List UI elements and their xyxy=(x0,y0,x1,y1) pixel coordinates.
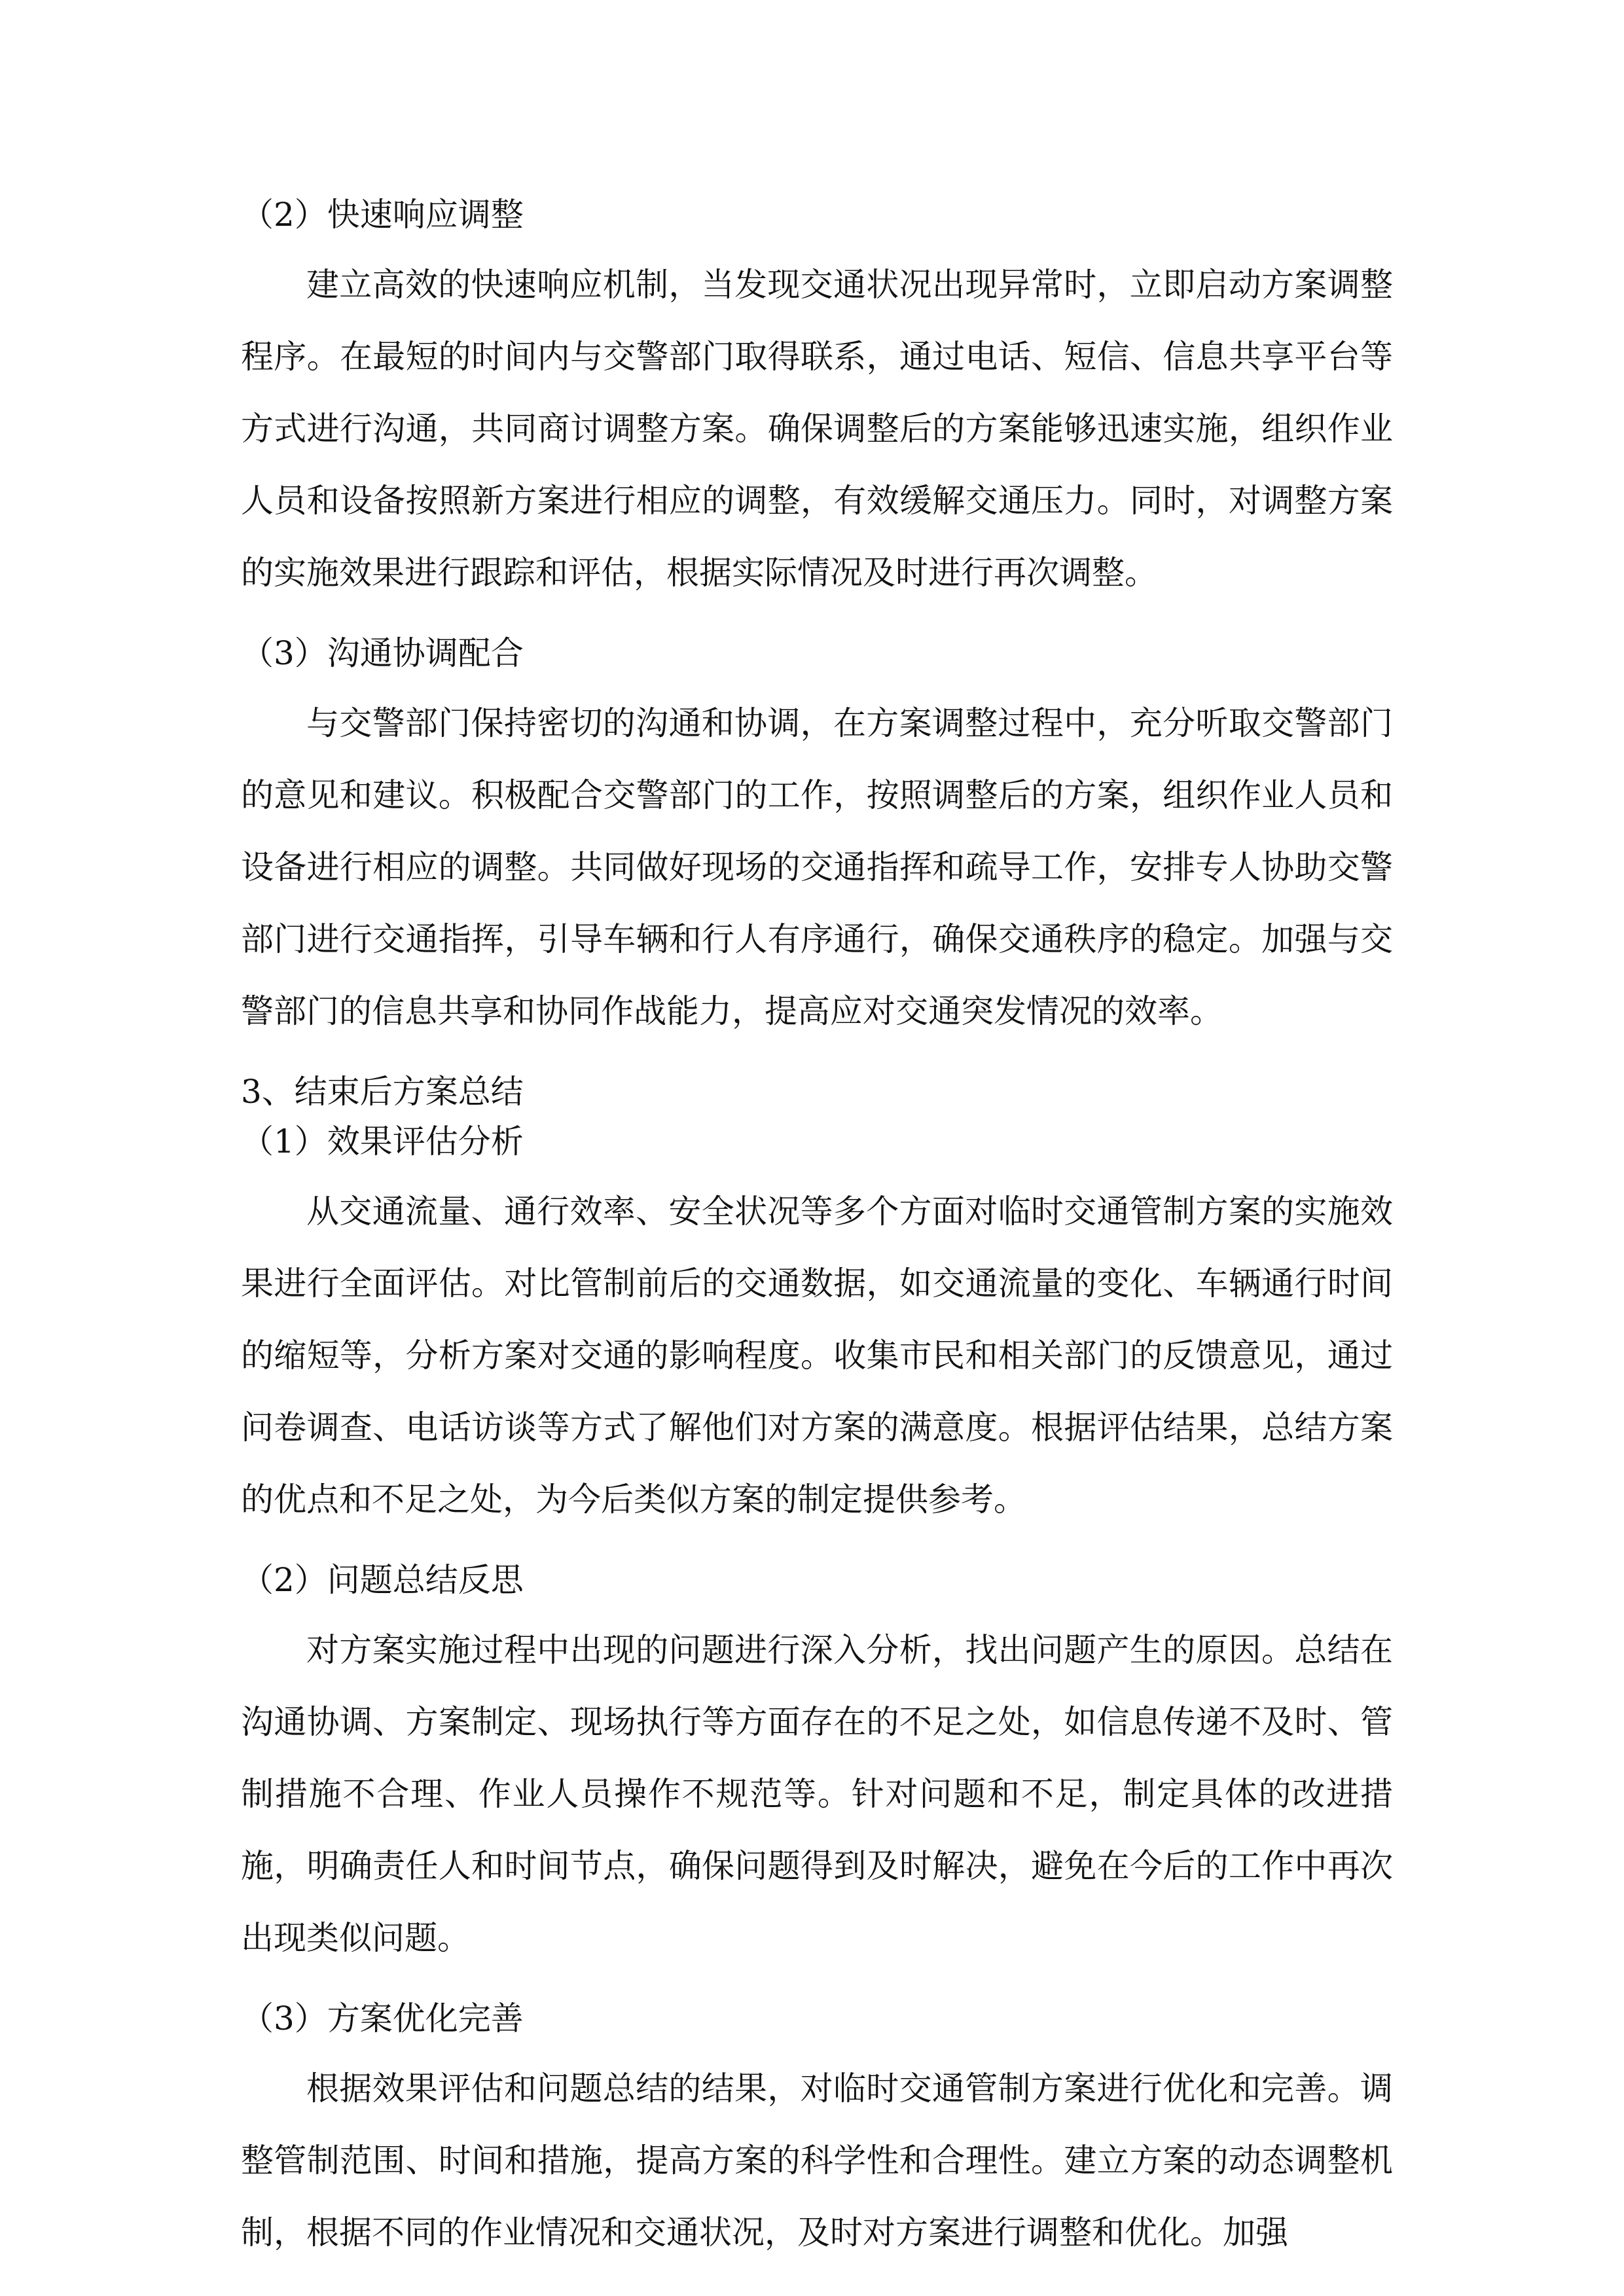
section-paragraph: 与交警部门保持密切的沟通和协调，在方案调整过程中，充分听取交警部门的意见和建议。积极配合交警部门的工作，按照调整后的方案，组织作业人员和设备进行相应的调整。共同做好现场的交通指挥和疏导工作，安排专人协助交警部门进行交通指挥，引导车辆和行人有序通行，确保交通秩序的稳定。加强与交警部门的信息共享和协同作战能力，提高应对交通突发情况的效率。 xyxy=(241,704,1393,1030)
section-paragraph: 从交通流量、通行效率、安全状况等多个方面对临时交通管制方案的实施效果进行全面评估。对比管制前后的交通数据，如交通流量的变化、车辆通行时间的缩短等，分析方案对交通的影响程度。收集市民和相关部门的反馈意见，通过问卷调查、电话访谈等方式了解他们对方案的满意度。根据评估结果，总结方案的优点和不足之处，为今后类似方案的制定提供参考。 xyxy=(241,1193,1393,1518)
section-optimization xyxy=(241,1994,1393,2269)
section-heading: （3）沟通协调配合 xyxy=(241,634,524,672)
section-heading: （1）效果评估分析 xyxy=(241,1122,524,1160)
section-paragraph: 建立高效的快速响应机制，当发现交通状况出现异常时，立即启动方案调整程序。在最短的时间内与交警部门取得联系，通过电话、短信、信息共享平台等方式进行沟通，共同商讨调整方案。确保调整后的方案能够迅速实施，组织作业人员和设备按照新方案进行相应的调整，有效缓解交通压力。同时，对调整方案的实施效果进行跟踪和评估，根据实际情况及时进行再次调整。 xyxy=(241,266,1393,592)
document-body xyxy=(241,190,1393,2286)
chapter-title: 3、结束后方案总结 xyxy=(241,1073,524,1111)
section-paragraph: 对方案实施过程中出现的问题进行深入分析，找出问题产生的原因。总结在沟通协调、方案制定、现场执行等方面存在的不足之处，如信息传递不及时、管制措施不合理、作业人员操作不规范等。针对问题和不足，制定具体的改进措施，明确责任人和时间节点，确保问题得到及时解决，避免在今后的工作中再次出现类似问题。 xyxy=(241,1631,1393,1957)
section-paragraph: 根据效果评估和问题总结的结果，对临时交通管制方案进行优化和完善。调整管制范围、时间和措施，提高方案的科学性和合理性。建立方案的动态调整机制，根据不同的作业情况和交通状况，及时对方案进行调整和优化。加强 xyxy=(241,2070,1393,2251)
section-summary xyxy=(241,1067,1393,1535)
section-problem-review xyxy=(241,1555,1393,1974)
section-heading: （2）问题总结反思 xyxy=(241,1561,524,1599)
section-quick-response xyxy=(241,190,1393,609)
section-heading: （3）方案优化完善 xyxy=(241,2000,524,2037)
section-communication xyxy=(241,628,1393,1047)
section-heading: （2）快速响应调整 xyxy=(241,196,524,234)
